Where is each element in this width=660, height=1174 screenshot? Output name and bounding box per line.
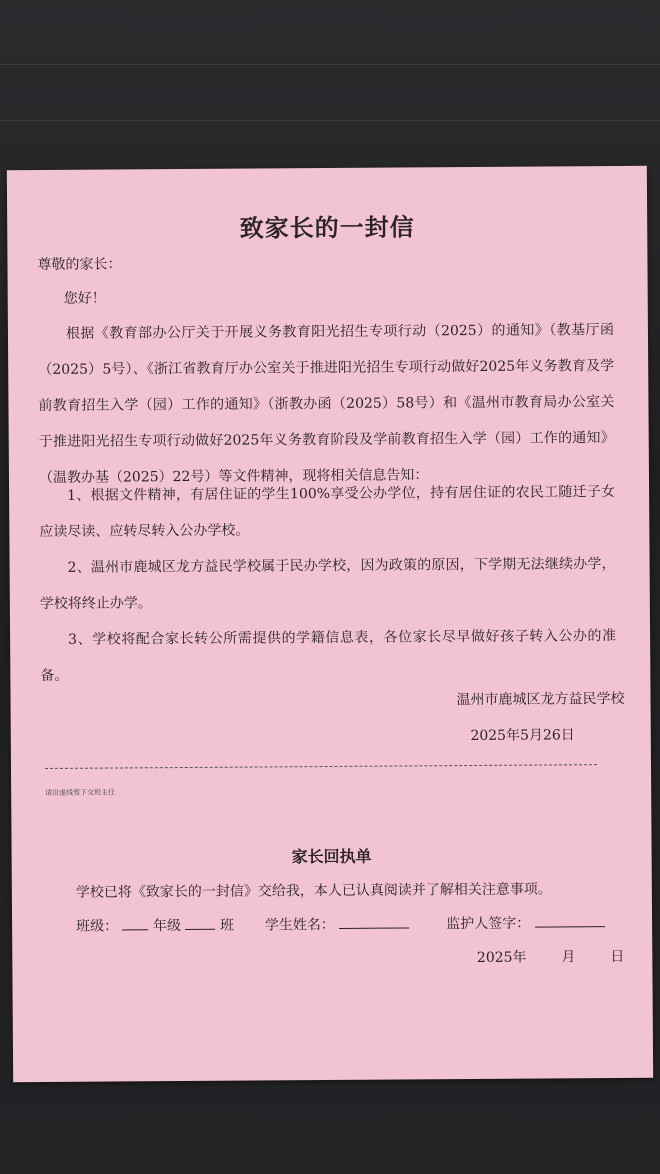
receipt-date-day: 日 bbox=[610, 948, 625, 966]
guardian-signature-label: 监护人签字： bbox=[446, 915, 531, 933]
grade-label: 年级 bbox=[152, 918, 182, 935]
ban-label: 班 bbox=[219, 917, 234, 934]
school-signature: 温州市鹿城区龙方益民学校 bbox=[456, 690, 625, 709]
student-name-label: 学生姓名： bbox=[264, 916, 335, 934]
receipt-form-row bbox=[76, 912, 605, 936]
paragraph-item-2: 2、温州市鹿城区龙方益民学校属于民办学校，因为政策的原因，下学期无法继续办学，学校将终止办学。 bbox=[39, 556, 616, 613]
grade-blank[interactable] bbox=[122, 917, 148, 930]
receipt-text: 学校已将《致家长的一封信》交给我，本人已认真阅读并了解相关注意事项。 bbox=[75, 881, 552, 901]
class-number-blank[interactable] bbox=[185, 917, 215, 930]
letter-paper bbox=[7, 166, 653, 1082]
class-label: 班级： bbox=[76, 918, 119, 935]
receipt-title: 家长回执单 bbox=[291, 846, 372, 867]
receipt-date-year: 2025年 bbox=[476, 949, 527, 966]
student-name-blank[interactable] bbox=[339, 915, 409, 928]
surface-edge bbox=[0, 120, 660, 121]
paragraph-item-3: 3、学校将配合家长转公所需提供的学籍信息表，各位家长尽早做好孩子转入公办的准备。 bbox=[40, 628, 617, 685]
receipt-date-month: 月 bbox=[561, 949, 576, 966]
greeting: 您好！ bbox=[63, 290, 106, 307]
letter-date: 2025年5月26日 bbox=[470, 727, 575, 745]
receipt-date-row bbox=[477, 946, 625, 967]
cut-note: 请沿虚线剪下交班主任 bbox=[45, 788, 116, 797]
letter-title: 致家长的一封信 bbox=[239, 212, 415, 243]
cut-line bbox=[45, 764, 597, 769]
salutation: 尊敬的家长： bbox=[37, 256, 122, 274]
paragraph-item-1: 1、根据文件精神，有居住证的学生100%享受公办学位，持有居住证的农民工随迁子女应读尽读、应转尽转入公办学校。 bbox=[39, 484, 616, 541]
surface-edge bbox=[0, 64, 660, 65]
guardian-signature-blank[interactable] bbox=[535, 914, 605, 927]
paragraph-intro: 根据《教育部办公厅关于开展义务教育阳光招生专项行动（2025）的通知》（教基厅函（2025）5号）、《浙江省教育厅办公室关于推进阳光招生专项行动做好2025年义务教育及学前教育招生入学（园）工作的通知》（浙教办函（2025）58号）和《温州市教育局办公室关于推进阳光招生专项行动做好2025年义务教育阶段及学前教育招生入学（园）工作的通知》（温教办基（2025）22号）等文件精神，现将相关信息告知： bbox=[38, 322, 615, 487]
